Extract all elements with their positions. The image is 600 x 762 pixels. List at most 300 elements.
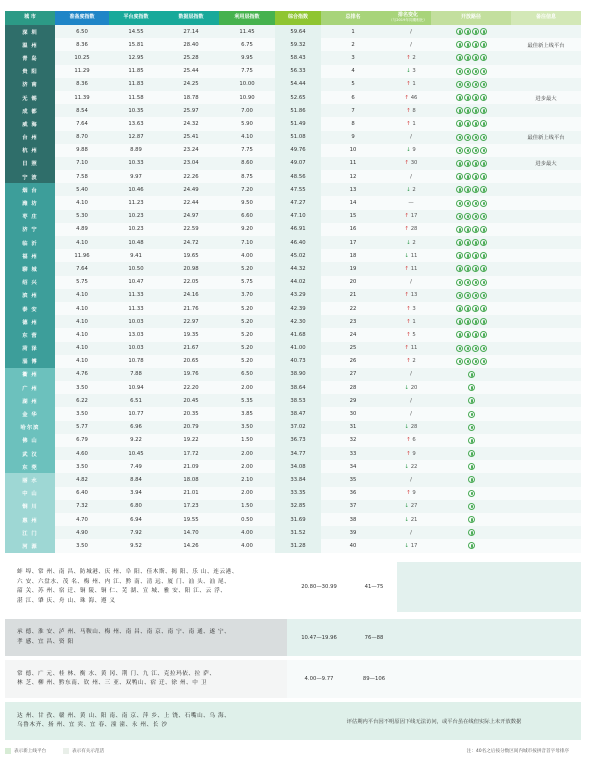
score-cell: 8.36 bbox=[55, 38, 109, 51]
leaf-icon bbox=[464, 28, 471, 35]
score-cell: 7.58 bbox=[55, 170, 109, 183]
group-score-range: 20.80—30.99 bbox=[301, 584, 337, 590]
group-cities-line: 承 德、淮 安、泸 州、马鞍山、梅 州、南 昌、南 京、南 宁、南 通、遂 宁、 bbox=[17, 629, 231, 635]
path-icons-cell bbox=[431, 223, 511, 236]
group-spacer bbox=[397, 562, 581, 612]
city-cell: 中 山 bbox=[5, 487, 55, 500]
note-cell bbox=[511, 421, 581, 434]
rank-cell: 39 bbox=[321, 526, 385, 539]
table-row bbox=[5, 38, 581, 51]
score-cell: 10.48 bbox=[109, 236, 163, 249]
path-icons-cell bbox=[431, 434, 511, 447]
note-cell bbox=[511, 539, 581, 552]
leaf-icon bbox=[464, 54, 471, 61]
table-row bbox=[5, 25, 581, 38]
score-cell: 19.55 bbox=[163, 513, 219, 526]
path-icons-cell bbox=[431, 131, 511, 144]
leaf-icon bbox=[472, 318, 479, 325]
city-cell: 深 圳 bbox=[5, 25, 55, 38]
path-icons-cell bbox=[431, 289, 511, 302]
leaf-icon bbox=[472, 28, 479, 35]
score-cell: 3.50 bbox=[55, 381, 109, 394]
arrow-up-icon: ↑ bbox=[404, 160, 409, 167]
leaf-icon bbox=[456, 173, 463, 180]
score-cell: 10.50 bbox=[109, 262, 163, 275]
legend-label: 表示有关示范活 bbox=[72, 749, 105, 754]
arrow-down-icon: ↓ bbox=[404, 542, 409, 549]
score-cell: 5.40 bbox=[55, 183, 109, 196]
leaf-icon bbox=[456, 252, 463, 259]
table-row bbox=[5, 342, 581, 355]
score-cell: 59.64 bbox=[275, 25, 321, 38]
leaf-icon bbox=[480, 200, 487, 207]
score-cell: 7.75 bbox=[219, 144, 275, 157]
score-cell: 10.35 bbox=[109, 104, 163, 117]
rank-change-cell bbox=[385, 315, 431, 328]
score-cell: 23.24 bbox=[163, 144, 219, 157]
leaf-icon bbox=[464, 147, 471, 154]
score-cell: 24.32 bbox=[163, 117, 219, 130]
score-cell: 31.28 bbox=[275, 539, 321, 552]
score-cell: 19.35 bbox=[163, 328, 219, 341]
score-cell: 9.50 bbox=[219, 196, 275, 209]
rank-change-value: 9 bbox=[412, 490, 416, 497]
score-cell: 4.10 bbox=[55, 328, 109, 341]
note-cell bbox=[511, 434, 581, 447]
rank-change-value: / bbox=[410, 134, 412, 141]
score-cell: 10.00 bbox=[219, 78, 275, 91]
leaf-icon bbox=[480, 120, 487, 127]
table-row bbox=[5, 249, 581, 262]
group-score-range: 10.47—19.96 bbox=[287, 619, 351, 656]
note-cell bbox=[511, 355, 581, 368]
rank-cell: 37 bbox=[321, 500, 385, 513]
score-cell: 3.70 bbox=[219, 289, 275, 302]
group-cities-line: 韶 关、苏 州、宿 迁、铜 陵、铜 仁、芜 湖、宣 城、雅 安、阳 江、云 浮、 bbox=[17, 588, 227, 594]
path-icons-cell bbox=[431, 276, 511, 289]
score-cell: 38.53 bbox=[275, 394, 321, 407]
leaf-icon bbox=[456, 265, 463, 272]
note-cell bbox=[511, 342, 581, 355]
leaf-icon bbox=[464, 252, 471, 259]
rank-change-value: 21 bbox=[410, 516, 418, 523]
path-icons-cell bbox=[431, 421, 511, 434]
rank-cell: 3 bbox=[321, 51, 385, 64]
arrow-up-icon: ↑ bbox=[406, 54, 411, 61]
score-cell: 3.50 bbox=[219, 421, 275, 434]
arrow-up-icon: ↑ bbox=[404, 213, 409, 220]
rank-cell: 23 bbox=[321, 315, 385, 328]
score-cell: 15.81 bbox=[109, 38, 163, 51]
leaf-icon bbox=[472, 345, 479, 352]
score-cell: 11.96 bbox=[55, 249, 109, 262]
city-cell: 东 营 bbox=[5, 328, 55, 341]
rank-change-value: / bbox=[410, 397, 412, 404]
leaf-icon bbox=[472, 226, 479, 233]
city-cell: 河 源 bbox=[5, 539, 55, 552]
table-row bbox=[5, 157, 581, 170]
arrow-down-icon: ↓ bbox=[406, 239, 411, 246]
score-cell: 37.02 bbox=[275, 421, 321, 434]
leaf-icon bbox=[480, 147, 487, 154]
score-cell: 2.00 bbox=[219, 487, 275, 500]
table-row bbox=[5, 526, 581, 539]
rank-cell: 29 bbox=[321, 394, 385, 407]
score-cell: 22.20 bbox=[163, 381, 219, 394]
score-cell: 34.08 bbox=[275, 460, 321, 473]
score-cell: 5.20 bbox=[219, 302, 275, 315]
path-icons-cell bbox=[431, 328, 511, 341]
arrow-up-icon: ↑ bbox=[406, 450, 411, 457]
group-offline bbox=[5, 702, 581, 740]
score-cell: 41.00 bbox=[275, 342, 321, 355]
arrow-up-icon: ↑ bbox=[404, 292, 409, 299]
city-cell: 广 州 bbox=[5, 381, 55, 394]
score-cell: 52.65 bbox=[275, 91, 321, 104]
rank-change-value: / bbox=[410, 529, 412, 536]
rank-change-cell bbox=[385, 183, 431, 196]
score-cell: 7.20 bbox=[219, 183, 275, 196]
leaf-icon bbox=[472, 213, 479, 220]
score-cell: 8.36 bbox=[55, 78, 109, 91]
rank-cell: 21 bbox=[321, 289, 385, 302]
path-icons-cell bbox=[431, 117, 511, 130]
score-cell: 2.00 bbox=[219, 447, 275, 460]
note-cell bbox=[511, 144, 581, 157]
rank-change-cell bbox=[385, 342, 431, 355]
arrow-up-icon: ↑ bbox=[404, 345, 409, 352]
path-icons-cell bbox=[431, 170, 511, 183]
leaf-icon bbox=[472, 305, 479, 312]
score-cell: 10.77 bbox=[109, 407, 163, 420]
score-cell: 6.60 bbox=[219, 210, 275, 223]
note-cell bbox=[511, 368, 581, 381]
rank-change-value: 5 bbox=[412, 331, 416, 338]
score-cell: 7.92 bbox=[109, 526, 163, 539]
group-cities-line: 常 德、广 元、桂 林、衡 水、黄 冈、荆 门、九 江、克拉玛依、拉 萨、 bbox=[17, 670, 216, 677]
rank-cell: 1 bbox=[321, 25, 385, 38]
city-cell: 江 门 bbox=[5, 526, 55, 539]
score-cell: 3.50 bbox=[55, 539, 109, 552]
table-row bbox=[5, 223, 581, 236]
score-cell: 10.78 bbox=[109, 355, 163, 368]
leaf-icon bbox=[472, 160, 479, 167]
score-cell: 4.10 bbox=[55, 315, 109, 328]
score-cell: 8.84 bbox=[109, 473, 163, 486]
arrow-up-icon: ↑ bbox=[406, 331, 411, 338]
leaf-icon bbox=[480, 358, 487, 365]
leaf-icon bbox=[480, 160, 487, 167]
leaf-icon bbox=[464, 213, 471, 220]
arrow-up-icon: ↑ bbox=[406, 107, 411, 114]
note-cell bbox=[511, 117, 581, 130]
score-cell: 5.30 bbox=[55, 210, 109, 223]
table-row bbox=[5, 196, 581, 209]
leaf-icon bbox=[464, 331, 471, 338]
score-cell: 5.75 bbox=[219, 276, 275, 289]
rank-cell: 34 bbox=[321, 460, 385, 473]
rank-change-cell bbox=[385, 500, 431, 513]
table-row bbox=[5, 368, 581, 381]
legend-label: 表示新上线平台 bbox=[14, 749, 47, 754]
leaf-icon bbox=[468, 411, 475, 418]
score-cell: 5.20 bbox=[219, 342, 275, 355]
rank-change-value: 1 bbox=[412, 318, 416, 325]
header-composite: 综合指数 bbox=[275, 11, 321, 25]
score-cell: 44.32 bbox=[275, 262, 321, 275]
score-cell: 31.69 bbox=[275, 513, 321, 526]
score-cell: 4.10 bbox=[219, 131, 275, 144]
rank-cell: 10 bbox=[321, 144, 385, 157]
score-cell: 10.90 bbox=[219, 91, 275, 104]
leaf-icon bbox=[464, 292, 471, 299]
rank-cell: 13 bbox=[321, 183, 385, 196]
rank-change-value: 30 bbox=[410, 160, 418, 167]
legend-swatch bbox=[5, 748, 11, 754]
footnote: 注：40名之后按分数区间内城市按拼音首字母排序 bbox=[466, 749, 569, 754]
arrow-up-icon: ↑ bbox=[406, 305, 411, 312]
city-cell: 杭 州 bbox=[5, 144, 55, 157]
rank-change-cell bbox=[385, 223, 431, 236]
legend-demo bbox=[63, 748, 104, 754]
score-cell: 10.47 bbox=[109, 276, 163, 289]
score-cell: 5.20 bbox=[219, 315, 275, 328]
rank-cell: 5 bbox=[321, 78, 385, 91]
score-cell: 20.35 bbox=[163, 407, 219, 420]
city-cell: 聊 城 bbox=[5, 262, 55, 275]
score-cell: 6.22 bbox=[55, 394, 109, 407]
score-cell: 3.50 bbox=[55, 460, 109, 473]
leaf-icon bbox=[464, 200, 471, 207]
score-cell: 22.59 bbox=[163, 223, 219, 236]
score-cell: 4.10 bbox=[55, 355, 109, 368]
rank-cell: 4 bbox=[321, 65, 385, 78]
rank-change-value: / bbox=[410, 371, 412, 378]
rank-cell: 31 bbox=[321, 421, 385, 434]
rank-change-value: 13 bbox=[410, 292, 418, 299]
score-cell: 10.45 bbox=[109, 447, 163, 460]
score-cell: 12.87 bbox=[109, 131, 163, 144]
path-icons-cell bbox=[431, 302, 511, 315]
leaf-icon bbox=[480, 186, 487, 193]
leaf-icon bbox=[480, 54, 487, 61]
leaf-icon bbox=[472, 252, 479, 259]
leaf-icon bbox=[468, 476, 475, 483]
group-cities-line: 蚌 埠、常 州、南 昌、防城港、庆 州、阜 阳、佳木斯、揭 阳、乐 山、连云港、 bbox=[17, 569, 239, 575]
leaf-icon bbox=[472, 173, 479, 180]
leaf-icon bbox=[480, 265, 487, 272]
score-cell: 36.73 bbox=[275, 434, 321, 447]
note-cell bbox=[511, 249, 581, 262]
city-cell: 淄 博 bbox=[5, 355, 55, 368]
leaf-icon bbox=[480, 331, 487, 338]
path-icons-cell bbox=[431, 381, 511, 394]
score-cell: 40.73 bbox=[275, 355, 321, 368]
note-cell bbox=[511, 210, 581, 223]
rank-change-value: 3 bbox=[412, 305, 416, 312]
leaf-icon bbox=[456, 358, 463, 365]
score-cell: 24.25 bbox=[163, 78, 219, 91]
score-cell: 22.97 bbox=[163, 315, 219, 328]
score-cell: 49.76 bbox=[275, 144, 321, 157]
table-row bbox=[5, 513, 581, 526]
rank-cell: 33 bbox=[321, 447, 385, 460]
arrow-up-icon: ↑ bbox=[406, 318, 411, 325]
score-cell: 5.35 bbox=[219, 394, 275, 407]
score-cell: 7.10 bbox=[55, 157, 109, 170]
score-cell: 4.76 bbox=[55, 368, 109, 381]
leaf-icon bbox=[480, 94, 487, 101]
rank-change-cell bbox=[385, 262, 431, 275]
score-cell: 7.75 bbox=[219, 65, 275, 78]
score-cell: 7.32 bbox=[55, 500, 109, 513]
score-cell: 25.97 bbox=[163, 104, 219, 117]
leaf-icon bbox=[468, 529, 475, 536]
arrow-down-icon: ↓ bbox=[404, 384, 409, 391]
score-cell: 9.95 bbox=[219, 51, 275, 64]
score-cell: 5.90 bbox=[219, 117, 275, 130]
note-cell: 进步最大 bbox=[511, 157, 581, 170]
path-icons-cell bbox=[431, 210, 511, 223]
score-cell: 8.70 bbox=[55, 131, 109, 144]
score-cell: 17.72 bbox=[163, 447, 219, 460]
score-cell: 2.10 bbox=[219, 473, 275, 486]
leaf-icon bbox=[464, 134, 471, 141]
score-cell: 4.00 bbox=[219, 249, 275, 262]
city-cell: 青 岛 bbox=[5, 51, 55, 64]
path-icons-cell bbox=[431, 500, 511, 513]
leaf-icon bbox=[480, 68, 487, 75]
city-cell: 潍 坊 bbox=[5, 196, 55, 209]
path-icons-cell bbox=[431, 51, 511, 64]
note-cell bbox=[511, 289, 581, 302]
score-cell: 11.39 bbox=[55, 91, 109, 104]
score-cell: 8.89 bbox=[109, 144, 163, 157]
score-cell: 6.40 bbox=[55, 487, 109, 500]
leaf-icon bbox=[472, 54, 479, 61]
rank-cell: 16 bbox=[321, 223, 385, 236]
leaf-icon bbox=[456, 226, 463, 233]
score-cell: 20.65 bbox=[163, 355, 219, 368]
rank-change-cell bbox=[385, 394, 431, 407]
city-cell: 贵 阳 bbox=[5, 65, 55, 78]
header-change: 排名变化 （与2019年同期相比） bbox=[385, 11, 431, 25]
arrow-down-icon: ↓ bbox=[404, 503, 409, 510]
note-cell bbox=[511, 51, 581, 64]
group-cities-line: 湛 江、肇 庆、舟 山、珠 海、遵 义 bbox=[17, 597, 116, 604]
path-icons-cell bbox=[431, 355, 511, 368]
score-cell: 4.10 bbox=[55, 289, 109, 302]
rank-change-cell bbox=[385, 302, 431, 315]
table-row bbox=[5, 421, 581, 434]
leaf-icon bbox=[456, 239, 463, 246]
rank-cell: 2 bbox=[321, 38, 385, 51]
path-icons-cell bbox=[431, 513, 511, 526]
leaf-icon bbox=[456, 331, 463, 338]
score-cell: 56.33 bbox=[275, 65, 321, 78]
rank-change-cell bbox=[385, 526, 431, 539]
score-cell: 5.20 bbox=[219, 328, 275, 341]
leaf-icon bbox=[472, 358, 479, 365]
arrow-up-icon: ↑ bbox=[406, 358, 411, 365]
rank-cell: 32 bbox=[321, 434, 385, 447]
leaf-icon bbox=[472, 134, 479, 141]
rank-change-cell bbox=[385, 513, 431, 526]
score-cell: 4.00 bbox=[219, 539, 275, 552]
path-icons-cell bbox=[431, 368, 511, 381]
rank-change-cell bbox=[385, 289, 431, 302]
table-row bbox=[5, 539, 581, 552]
note-cell bbox=[511, 262, 581, 275]
path-icons-cell bbox=[431, 249, 511, 262]
rank-change-cell bbox=[385, 170, 431, 183]
rank-change-cell bbox=[385, 117, 431, 130]
score-cell: 46.40 bbox=[275, 236, 321, 249]
leaf-icon bbox=[480, 28, 487, 35]
rank-change-cell bbox=[385, 104, 431, 117]
score-cell: 4.89 bbox=[55, 223, 109, 236]
city-cell: 枣 庄 bbox=[5, 210, 55, 223]
arrow-up-icon: ↑ bbox=[406, 490, 411, 497]
score-cell: 20.98 bbox=[163, 262, 219, 275]
rank-change-value: 28 bbox=[410, 424, 418, 431]
leaf-icon bbox=[472, 331, 479, 338]
rank-cell: 24 bbox=[321, 328, 385, 341]
score-cell: 3.50 bbox=[55, 407, 109, 420]
score-cell: 11.45 bbox=[219, 25, 275, 38]
city-cell: 德 州 bbox=[5, 315, 55, 328]
score-cell: 5.77 bbox=[55, 421, 109, 434]
leaf-icon bbox=[480, 292, 487, 299]
path-icons-cell bbox=[431, 157, 511, 170]
score-cell: 5.20 bbox=[219, 262, 275, 275]
score-cell: 21.76 bbox=[163, 302, 219, 315]
path-icons-cell bbox=[431, 487, 511, 500]
note-cell bbox=[511, 487, 581, 500]
leaf-icon bbox=[464, 94, 471, 101]
rank-change-cell bbox=[385, 131, 431, 144]
rank-cell: 19 bbox=[321, 262, 385, 275]
score-cell: 11.29 bbox=[55, 65, 109, 78]
rank-change-cell bbox=[385, 460, 431, 473]
path-icons-cell bbox=[431, 342, 511, 355]
rank-change-cell bbox=[385, 434, 431, 447]
score-cell: 12.95 bbox=[109, 51, 163, 64]
leaf-icon bbox=[472, 200, 479, 207]
city-cell: 日 照 bbox=[5, 157, 55, 170]
table-row bbox=[5, 289, 581, 302]
leaf-icon bbox=[472, 120, 479, 127]
score-cell: 9.52 bbox=[109, 539, 163, 552]
path-icons-cell bbox=[431, 315, 511, 328]
rank-change-cell bbox=[385, 51, 431, 64]
score-cell: 3.85 bbox=[219, 407, 275, 420]
score-cell: 10.33 bbox=[109, 157, 163, 170]
group-cities-line: 乌鲁木齐、扬 州、宜 宾、宜 春、潼 潼、永 州、长 沙 bbox=[17, 722, 168, 728]
rank-cell: 36 bbox=[321, 487, 385, 500]
rank-change-value: / bbox=[410, 279, 412, 286]
rank-change-value: 9 bbox=[412, 450, 416, 457]
rank-change-value: — bbox=[408, 200, 414, 207]
score-cell: 7.00 bbox=[219, 104, 275, 117]
score-cell: 8.54 bbox=[55, 104, 109, 117]
leaf-icon bbox=[456, 160, 463, 167]
leaf-icon bbox=[464, 186, 471, 193]
score-cell: 24.97 bbox=[163, 210, 219, 223]
rank-change-value: / bbox=[410, 28, 412, 35]
score-cell: 10.25 bbox=[55, 51, 109, 64]
score-cell: 45.02 bbox=[275, 249, 321, 262]
